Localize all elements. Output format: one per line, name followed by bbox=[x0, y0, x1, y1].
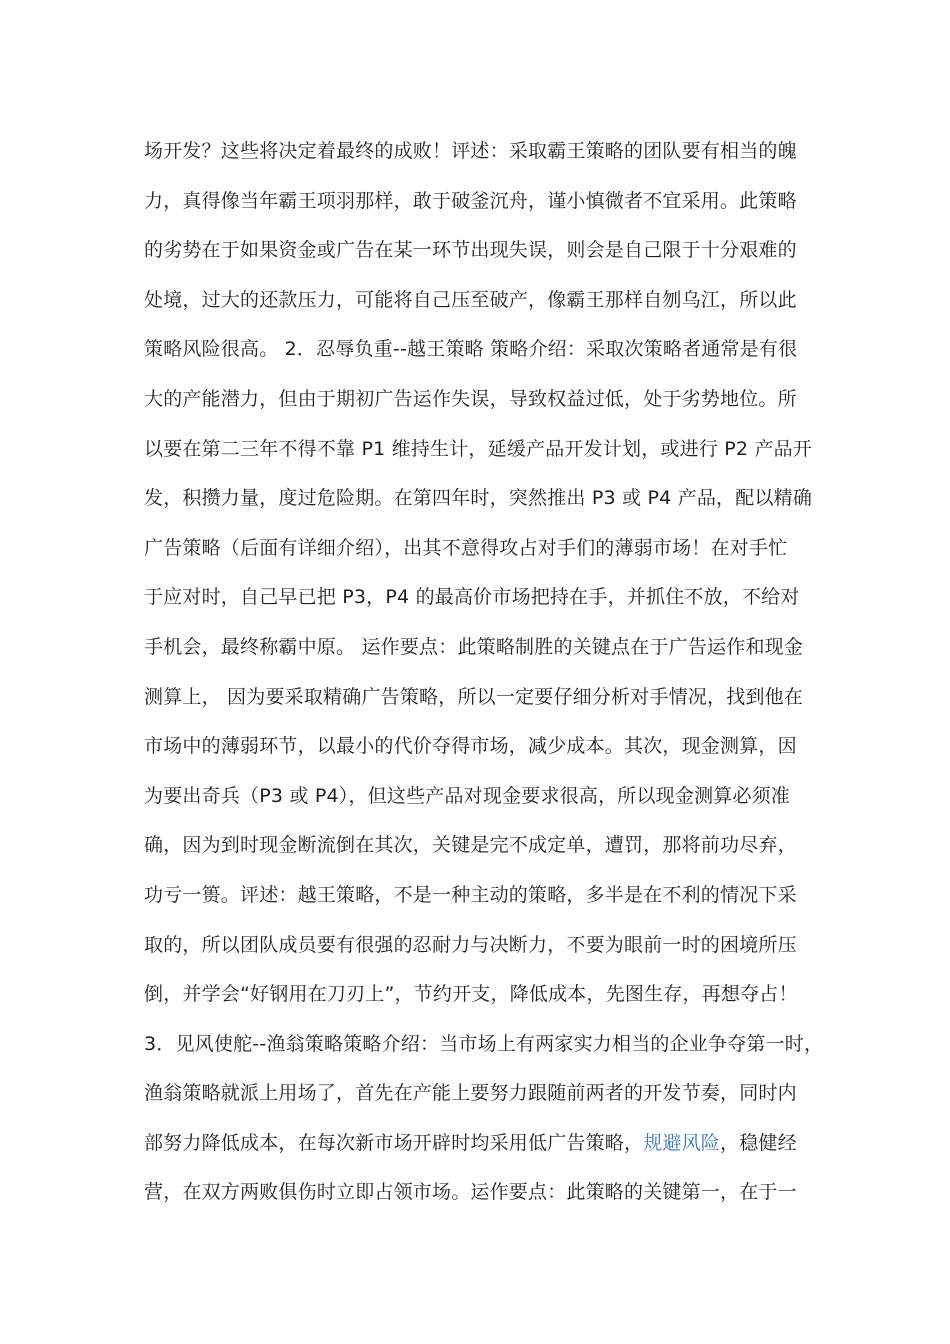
line-segment: 部努力降低成本，在每次新市场开辟时均采用低广告策略， bbox=[144, 1131, 644, 1154]
risk-avoidance-link[interactable]: 规避风险 bbox=[643, 1131, 721, 1154]
text-line: 于应对时，自己早已把 P3，P4 的最高价市场把持在手，并抓住不放，不给对 bbox=[144, 586, 800, 609]
text-line: 功亏一篑。评述：越王策略，不是一种主动的策略，多半是在不利的情况下采 bbox=[144, 883, 797, 906]
text-line: 手机会，最终称霸中原。 运作要点：此策略制胜的关键点在于广告运作和现金 bbox=[144, 635, 804, 658]
text-line: 市场中的薄弱环节，以最小的代价夺得市场，减少成本。其次，现金测算，因 bbox=[144, 735, 797, 758]
body-text bbox=[144, 133, 824, 1224]
text-line: 的劣势在于如果资金或广告在某一环节出现失误，则会是自己限于十分艰难的 bbox=[144, 239, 797, 262]
text-line: 3．见风使舵--渔翁策略策略介绍：当市场上有两家实力相当的企业争夺第一时， bbox=[144, 1032, 824, 1055]
text-line: 力，真得像当年霸王项羽那样，敢于破釜沉舟，谨小慎微者不宜采用。此策略 bbox=[144, 189, 797, 212]
text-line: 场开发？这些将决定着最终的成败！评述：采取霸王策略的团队要有相当的魄 bbox=[144, 140, 797, 162]
text-line: 处境，过大的还款压力，可能将自己压至破产，像霸王那样自刎乌江，所以此 bbox=[144, 288, 797, 311]
text-line: 为要出奇兵（P3 或 P4），但这些产品对现金要求很高，所以现金测算必须准 bbox=[144, 784, 791, 807]
text-line bbox=[144, 1125, 824, 1175]
text-line: 确，因为到时现金断流倒在其次，关键是完不成定单，遭罚，那将前功尽弃， bbox=[144, 834, 797, 857]
text-line: 以要在第二三年不得不靠 P1 维持生计，延缓产品开发计划，或进行 P2 产品开 bbox=[144, 437, 813, 460]
text-line: 发，积攒力量，度过危险期。在第四年时，突然推出 P3 或 P4 产品，配以精确 bbox=[144, 487, 813, 510]
text-line: 营，在双方两败俱伤时立即占领市场。运作要点：此策略的关键第一，在于一 bbox=[144, 1181, 797, 1204]
line-segment: ，稳健经 bbox=[720, 1131, 797, 1154]
text-line: 取的，所以团队成员要有很强的忍耐力与决断力，不要为眼前一时的困境所压 bbox=[144, 933, 797, 956]
text-line: 渔翁策略就派上用场了，首先在产能上要努力跟随前两者的开发节奏，同时内 bbox=[144, 1082, 797, 1105]
text-line: 测算上， 因为要采取精确广告策略，所以一定要仔细分析对手情况，找到他在 bbox=[144, 685, 804, 708]
text-line: 策略风险很高。 2．忍辱负重--越王策略 策略介绍：采取次策略者通常是有很 bbox=[144, 338, 798, 361]
text-line: 大的产能潜力，但由于期初广告运作失误，导致权益过低，处于劣势地位。所 bbox=[144, 387, 797, 410]
text-line: 广告策略（后面有详细介绍），出其不意得攻占对手们的薄弱市场！在对手忙 bbox=[144, 536, 788, 559]
text-line: 倒，并学会“好钢用在刀刃上”，节约开支，降低成本，先图生存，再想夺占！ bbox=[144, 983, 798, 1006]
